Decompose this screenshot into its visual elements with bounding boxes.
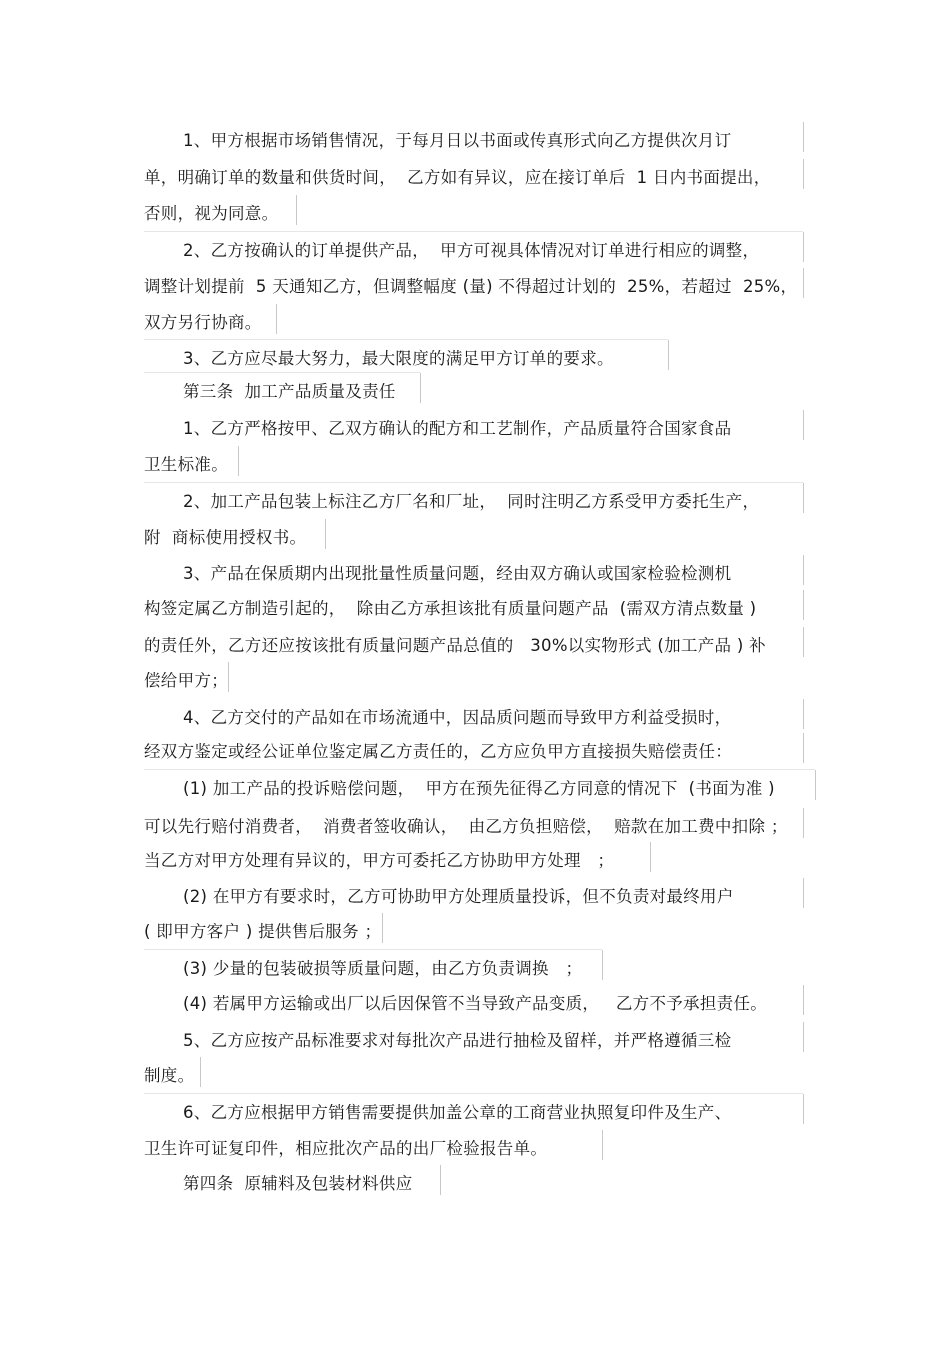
line-end-marker — [602, 1130, 603, 1160]
line-end-marker — [815, 770, 816, 800]
line-end-marker — [803, 733, 804, 763]
text-line: 调整计划提前 5 天通知乙方，但调整幅度 (量) 不得超过计划的 25%，若超过 25%， — [144, 277, 798, 296]
text-line: 否则，视为同意。 — [144, 204, 279, 223]
text-line: (3) 少量的包装破损等质量问题，由乙方负责调换 ； — [183, 959, 583, 978]
line-guide-rule — [144, 949, 602, 950]
text-line: 经双方鉴定或经公证单位鉴定属乙方责任的，乙方应负甲方直接损失赔偿责任： — [144, 742, 732, 761]
line-guide-rule — [144, 1093, 803, 1094]
line-end-marker — [276, 304, 277, 334]
line-end-marker — [803, 1022, 804, 1052]
text-line: ( 即甲方客户 ) 提供售后服务 ； — [144, 922, 382, 941]
text-line: 偿给甲方； — [144, 671, 228, 690]
line-end-marker — [803, 985, 804, 1015]
text-line: 构签定属乙方制造引起的， 除由乙方承担该批有质量问题产品 (需双方清点数量 ) — [144, 599, 757, 618]
line-guide-rule — [144, 769, 815, 770]
line-end-marker — [382, 913, 383, 943]
text-line: (1) 加工产品的投诉赔偿问题， 甲方在预先征得乙方同意的情况下 (书面为准 ) — [183, 779, 775, 798]
line-end-marker — [325, 519, 326, 549]
line-end-marker — [803, 410, 804, 440]
line-guide-rule — [144, 372, 420, 373]
line-end-marker — [803, 1094, 804, 1124]
line-end-marker — [803, 159, 804, 189]
line-end-marker — [602, 950, 603, 980]
line-end-marker — [668, 340, 669, 370]
text-line: 2、乙方按确认的订单提供产品， 甲方可视具体情况对订单进行相应的调整， — [183, 241, 760, 260]
text-line: 制度。 — [144, 1066, 195, 1085]
text-line: 3、产品在保质期内出现批量性质量问题，经由双方确认或国家检验检测机 — [183, 564, 732, 583]
text-line: 2、加工产品包装上标注乙方厂名和厂址， 同时注明乙方系受甲方委托生产， — [183, 492, 760, 511]
line-end-marker — [803, 808, 804, 838]
line-end-marker — [803, 627, 804, 657]
line-end-marker — [228, 662, 229, 692]
text-line: 1、乙方严格按甲、乙双方确认的配方和工艺制作，产品质量符合国家食品 — [183, 419, 732, 438]
line-end-marker — [803, 232, 804, 262]
line-end-marker — [440, 1165, 441, 1195]
line-end-marker — [803, 122, 804, 152]
line-end-marker — [420, 373, 421, 403]
line-end-marker — [803, 483, 804, 513]
line-end-marker — [803, 268, 804, 298]
line-end-marker — [803, 699, 804, 729]
line-guide-rule — [144, 339, 668, 340]
text-line: 6、乙方应根据甲方销售需要提供加盖公章的工商营业执照复印件及生产、 — [183, 1103, 732, 1122]
text-line: (4) 若属甲方运输或出厂以后因保管不当导致产品变质， 乙方不予承担责任。 — [183, 994, 768, 1013]
text-line: 附 商标使用授权书。 — [144, 528, 307, 547]
text-line: 当乙方对甲方处理有异议的，甲方可委托乙方协助甲方处理 ； — [144, 851, 615, 870]
line-end-marker — [803, 590, 804, 620]
text-line: 3、乙方应尽最大努力，最大限度的满足甲方订单的要求。 — [183, 349, 614, 368]
text-line: 卫生标准。 — [144, 455, 228, 474]
line-guide-rule — [144, 231, 803, 232]
text-line: 可以先行赔付消费者， 消费者签收确认， 由乙方负担赔偿， 赔款在加工费中扣除 ； — [144, 817, 788, 836]
line-end-marker — [650, 842, 651, 872]
text-line: 单，明确订单的数量和供货时间， 乙方如有异议，应在接订单后 1 日内书面提出， — [144, 168, 771, 187]
line-end-marker — [200, 1057, 201, 1087]
text-line: 5、乙方应按产品标准要求对每批次产品进行抽检及留样，并严格遵循三检 — [183, 1031, 732, 1050]
line-end-marker — [296, 195, 297, 225]
text-line: 双方另行协商。 — [144, 313, 262, 332]
text-line: 卫生许可证复印件，相应批次产品的出厂检验报告单。 — [144, 1139, 548, 1158]
text-line: 第四条 原辅料及包装材料供应 — [183, 1174, 413, 1193]
text-line: 1、甲方根据市场销售情况，于每月日以书面或传真形式向乙方提供次月订 — [183, 131, 732, 150]
line-end-marker — [238, 446, 239, 476]
line-end-marker — [803, 878, 804, 908]
line-end-marker — [803, 555, 804, 585]
text-line: 的责任外，乙方还应按该批有质量问题产品总值的 30%以实物形式 (加工产品 ) 补 — [144, 636, 766, 655]
text-line: 第三条 加工产品质量及责任 — [183, 382, 396, 401]
text-line: (2) 在甲方有要求时，乙方可协助甲方处理质量投诉，但不负责对最终用户 — [183, 887, 734, 906]
text-line: 4、乙方交付的产品如在市场流通中，因品质问题而导致甲方利益受损时， — [183, 708, 732, 727]
line-guide-rule — [144, 482, 803, 483]
